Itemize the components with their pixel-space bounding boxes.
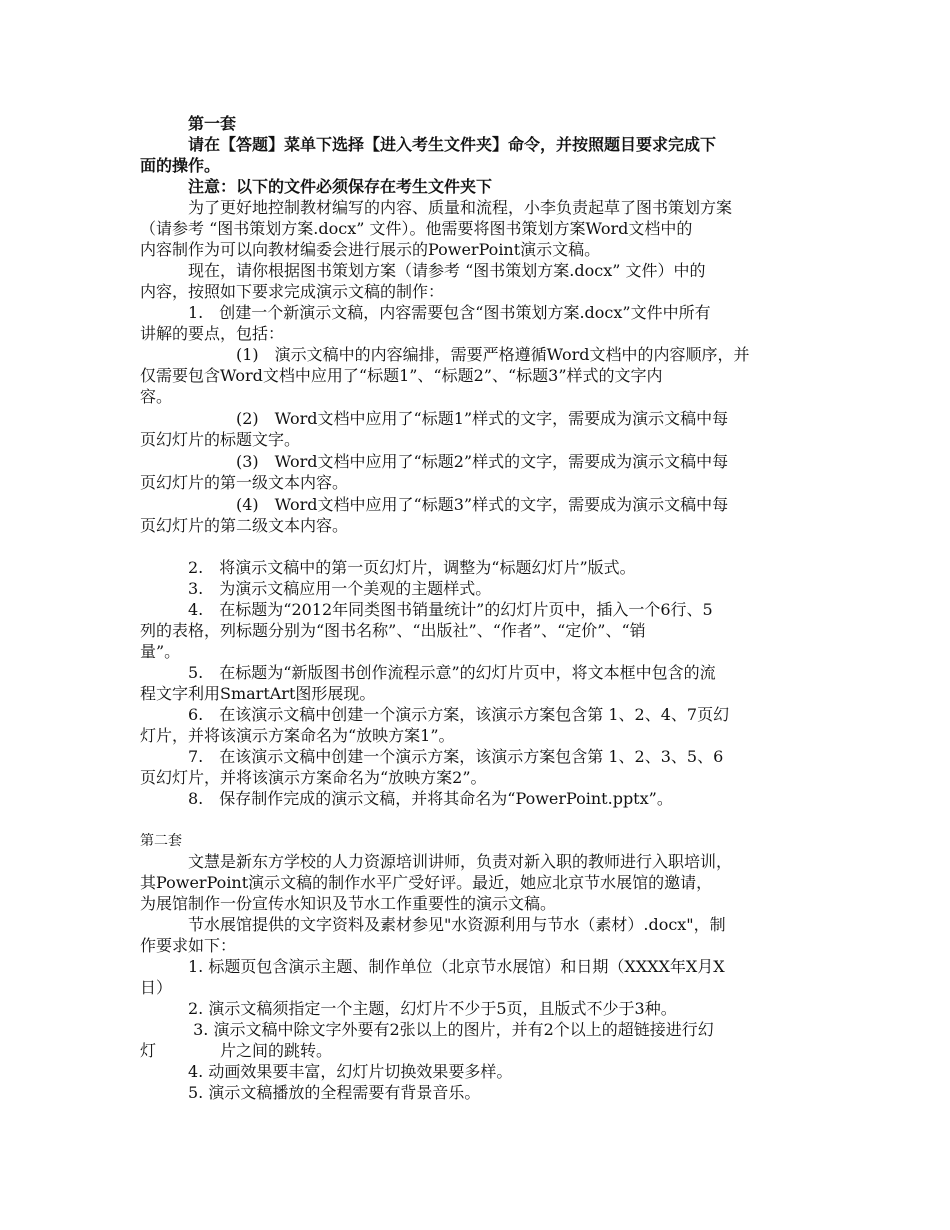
- set1-item-2: 2. 将演示文稿中的第一页幻灯片，调整为“标题幻灯片”版式。: [140, 558, 636, 577]
- set1-item-6: 6. 在该演示文稿中创建一个演示方案，该演示方案包含第 1、2、4、7页幻 灯片，并将该演示方案命名为“放映方案1”。: [140, 705, 730, 745]
- set1-sub-1: (1) 演示文稿中的内容编排，需要严格遵循Word文档中的内容顺序，并 仅需要包含Word文档中应用了“标题1”、“标题2”、“标题3”样式的文字内 容。: [140, 345, 750, 406]
- set2-title: 第二套: [140, 833, 182, 849]
- set1-item-4: 4. 在标题为“2012年同类图书销量统计”的幻灯片页中，插入一个6行、5 列的表格，列标题分别为“图书名称”、“出版社”、“作者”、“定价”、“销 量”。: [140, 600, 713, 661]
- set1-sub-4: (4) Word文档中应用了“标题3”样式的文字，需要成为演示文稿中每 页幻灯片的第二级文本内容。: [140, 495, 729, 535]
- set1-item-1: 1. 创建一个新演示文稿，内容需要包含“图书策划方案.docx”文件中所有 讲解的要点，包括：: [140, 303, 711, 343]
- set1-item-5: 5. 在标题为“新版图书创作流程示意”的幻灯片页中，将文本框中包含的流 程文字利用SmartArt图形展现。: [140, 663, 716, 703]
- set1-title: 第一套: [140, 114, 237, 133]
- set2-item-5: 5. 演示文稿播放的全程需要有背景音乐。: [140, 1083, 481, 1102]
- set2-intro-2: 节水展馆提供的文字资料及素材参见"水资源利用与节水（素材）.docx"，制 作要求如下：: [140, 915, 726, 955]
- set1-item-8: 8. 保存制作完成的演示文稿，并将其命名为“PowerPoint.pptx”。: [140, 789, 673, 808]
- set2-item-3: 3. 演示文稿中除文字外要有2张以上的图片，并有2个以上的超链接进行幻 灯 片之间的跳转。: [140, 1020, 714, 1060]
- set2-item-1: 1. 标题页包含演示主题、制作单位（北京节水展馆）和日期（XXXX年X月X 日）: [140, 957, 725, 997]
- set2-item-4: 4. 动画效果要丰富，幻灯片切换效果要多样。: [140, 1062, 513, 1081]
- set2-item-2: 2. 演示文稿须指定一个主题，幻灯片不少于5页，且版式不少于3种。: [140, 999, 677, 1018]
- set1-notice: 注意：以下的文件必须保存在考生文件夹下: [140, 177, 493, 196]
- set1-item-3: 3. 为演示文稿应用一个美观的主题样式。: [140, 579, 492, 598]
- set1-item-7: 7. 在该演示文稿中创建一个演示方案，该演示方案包含第 1、2、3、5、6 页幻灯片，并将该演示方案命名为“放映方案2”。: [140, 747, 724, 787]
- set1-instruction: 请在【答题】菜单下选择【进入考生文件夹】命令，并按照题目要求完成下 面的操作。: [140, 135, 717, 175]
- set1-sub-3: (3) Word文档中应用了“标题2”样式的文字，需要成为演示文稿中每 页幻灯片的第一级文本内容。: [140, 452, 729, 492]
- set1-intro-2: 现在，请你根据图书策划方案（请参考 “图书策划方案.docx” 文件）中的 内容，按照如下要求完成演示文稿的制作：: [140, 261, 706, 301]
- set1-intro-1: 为了更好地控制教材编写的内容、质量和流程，小李负责起草了图书策划方案 （请参考 “图书策划方案.docx” 文件）。他需要将图书策划方案Word文档中的 内容制作为可以向教材编委会进行展示的PowerPoint演示文稿。: [140, 198, 733, 259]
- set1-sub-2: (2) Word文档中应用了“标题1”样式的文字，需要成为演示文稿中每 页幻灯片的标题文字。: [140, 409, 729, 449]
- set2-intro-1: 文慧是新东方学校的人力资源培训讲师，负责对新入职的教师进行入职培训， 其PowerPoint演示文稿的制作水平广受好评。最近，她应北京节水展馆的邀请， 为展馆制作一份宣传水知识及节水工作重要性的演示文稿。: [140, 852, 733, 913]
